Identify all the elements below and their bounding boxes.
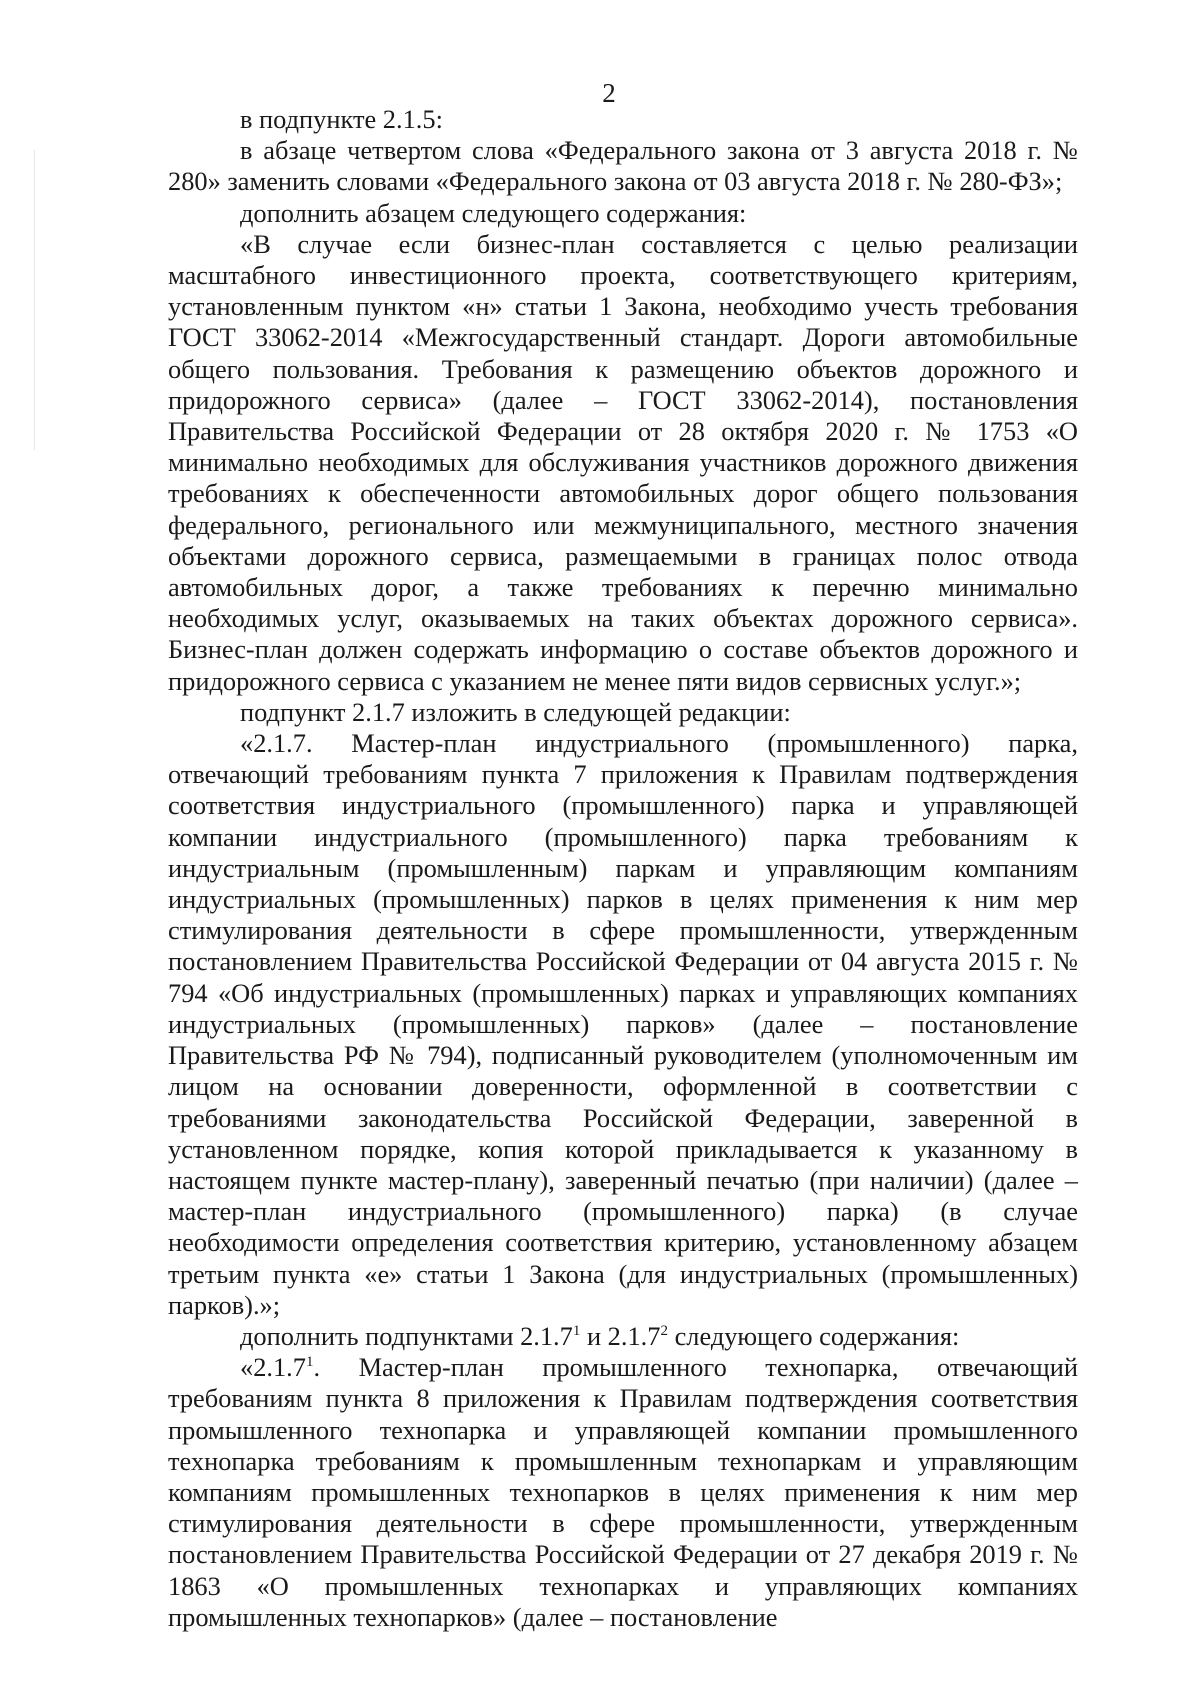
paragraph-supplement-subclauses: [168, 1321, 1078, 1352]
scan-artifact: [34, 150, 35, 450]
superscript-one: 1: [572, 1323, 581, 1340]
paragraph-technopark-masterplan: [168, 1352, 1078, 1633]
paragraph-add-abzac: дополнить абзацем следующего содержания:: [240, 197, 747, 228]
page-number: 2: [602, 78, 616, 108]
paragraph-subclause-215: в подпункте 2.1.5:: [240, 104, 443, 134]
supplement-text-start: дополнить подпунктами 2.1.7: [240, 1320, 573, 1351]
paragraph-industrial-park-masterplan: «2.1.7. Мастер-план индустриального (промышленного) парка, отвечающий требованиям пункта 7 приложения к Правилам подтверждения соответствия индустриального (промышленного) парка и управляющей компании индустриального (промышленного) парка требованиям к индустриальным (промышленным) паркам и управляющим компаниям индустриальных (промышленных) парков в целях применения к ним мер стимулирования деятельности в сфере промышленности, утвержденным постановлением Правительства Российской Федерации от 04 августа 2015 г. № 794 «Об индустриальных (промышленных) парках и управляющих компаниях индустриальных (промышленных) парков» (далее – постановление Правительства РФ № 794), подписанный руководителем (уполномоченным им лицом на основании доверенности, оформленной в соответствии с требованиями законодательства Российской Федерации, заверенной в установленном порядке, копия которой прикладывается к указанному в настоящем пункте мастер-плану), заверенный печатью (при наличии) (далее – мастер-план индустриального (промышленного) парка) (в случае необходимости определения соответствия критерию, установленному абзацем третьим пункта «е» статьи 1 Закона (для индустриальных (промышленных) парков).»;: [168, 728, 1078, 1320]
paragraph-subclause-217-intro: подпункт 2.1.7 изложить в следующей редакции:: [240, 696, 791, 727]
paragraph-business-plan: «В случае если бизнес-план составляется с целью реализации масштабного инвестиционного проекта, соответствующего критериям, установленным пунктом «н» статьи 1 Закона, необходимо учесть требования ГОСТ 33062-2014 «Межгосударственный стандарт. Дороги автомобильные общего пользования. Требования к размещению объектов дорожного и придорожного сервиса» (далее – ГОСТ 33062-2014), постановления Правительства Российской Федерации от 28 октября 2020 г. № 1753 «О минимально необходимых для обслуживания участников дорожного движения требованиях к обеспеченности автомобильных дорог общего пользования федерального, регионального или межмуниципального, местного значения объектами дорожного сервиса, размещаемыми в границах полос отвода автомобильных дорог, а также требованиях к перечню минимально необходимых услуг, оказываемых на таких объектах дорожного сервиса». Бизнес-план должен содержать информацию о составе объектов дорожного и придорожного сервиса с указанием не менее пяти видов сервисных услуг.»;: [168, 228, 1078, 696]
document-body: [168, 104, 1078, 1633]
technopark-text-rest: . Мастер-план промышленного технопарка, отвечающий требованиям пункта 8 приложения к Правилам подтверждения соответствия промышленного технопарка и управляющей компании промышленного технопарка требованиям к промышленным технопаркам и управляющим компаниям промышленных технопарков в целях применения к ним мер стимулирования деятельности в сфере промышленности, утвержденным постановлением Правительства Российской Федерации от 27 декабря 2019 г. № 1863 «О промышленных технопарках и управляющих компаниях промышленных технопарков» (далее – постановление: [168, 1352, 1078, 1632]
paragraph-replace-words: в абзаце четвертом слова «Федерального закона от 3 августа 2018 г. № 280» заменить словами «Федерального закона от 03 августа 2018 г. № 280-ФЗ»;: [168, 135, 1078, 197]
superscript-two: 2: [660, 1323, 668, 1340]
superscript-one: 1: [305, 1354, 314, 1371]
supplement-text-end: следующего содержания:: [667, 1320, 960, 1351]
technopark-text-start: «2.1.7: [240, 1352, 306, 1383]
supplement-text-middle: и 2.1.7: [580, 1320, 661, 1351]
